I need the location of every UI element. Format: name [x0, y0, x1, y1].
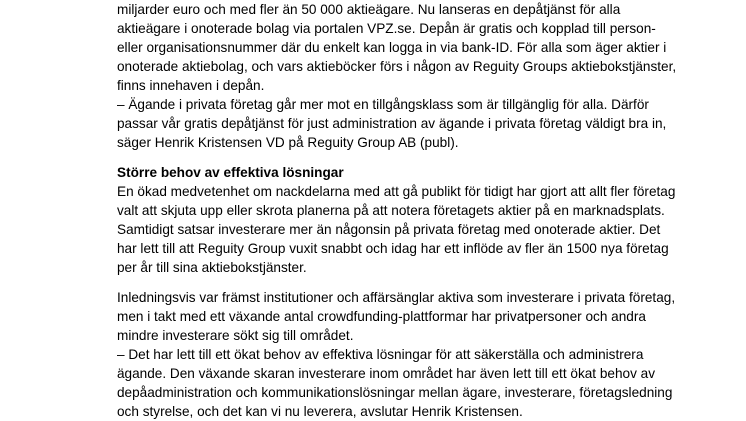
quote-line: ägande. Den växande skaran investerare inom området har även lett till ett ökat behov av — [117, 366, 656, 381]
paragraph-line: Samtidigt satsar investerare mer än någonsin på privata företag med onoterade aktier. Det — [117, 222, 661, 237]
quote-line: passar vår gratis depåtjänst för just administration av ägande i privata företag väldigt bra in, — [117, 116, 667, 131]
paragraph-line: valt att skjuta upp eller skrota planerna på att notera företagets aktier på en marknadsplats. — [117, 203, 665, 218]
quote-line: – Det har lett till ett ökat behov av effektiva lösningar för att säkerställa och administrera — [117, 347, 644, 362]
paragraph-line: onoterade aktiebolag, och vars aktieböcker förs i någon av Reguity Groups aktiebokstjänster, — [117, 59, 677, 74]
paragraph-line: En ökad medvetenhet om nackdelarna med att gå publikt för tidigt har gjort att allt fler företag — [117, 184, 676, 199]
paragraph-line: Inledningsvis var främst institutioner och affärsänglar aktiva som investerare i privata företag, — [117, 290, 676, 305]
quote-line: depåadministration och kommunikationslösningar mellan ägare, investerare, företagsledning — [117, 385, 673, 400]
paragraph-line: eller organisationsnummer där du enkelt kan logga in via bank-ID. För alla som äger aktier i — [117, 40, 667, 55]
paragraph-line: har lett till att Reguity Group vuxit snabbt och idag har ett inflöde av fler än 1500 nya företag — [117, 241, 669, 256]
quote-line: – Ägande i privata företag går mer mot en tillgångsklass som är tillgänglig för alla. Därför — [117, 97, 649, 112]
paragraph-line: men i takt med ett växande antal crowdfunding-plattformar har privatpersoner och andra — [117, 309, 646, 324]
paragraph-line: finns innehaven i depån. — [117, 78, 265, 93]
paragraph-line: miljarder euro och med fler än 50 000 aktieägare. Nu lanseras en depåtjänst för alla — [117, 2, 621, 17]
section-heading: Större behov av effektiva lösningar — [117, 165, 344, 180]
paragraph-line: per år till sina aktiebokstjänster. — [117, 260, 307, 275]
paragraph-line: aktieägare i onoterade bolag via portalen VPZ.se. Depån är gratis och kopplad till person- — [117, 21, 656, 36]
paragraph-line: mindre investerare sökt sig till området. — [117, 328, 354, 343]
quote-line: säger Henrik Kristensen VD på Reguity Group AB (publ). — [117, 135, 459, 150]
quote-line: och styrelse, och det kan vi nu leverera, avslutar Henrik Kristensen. — [117, 404, 523, 419]
